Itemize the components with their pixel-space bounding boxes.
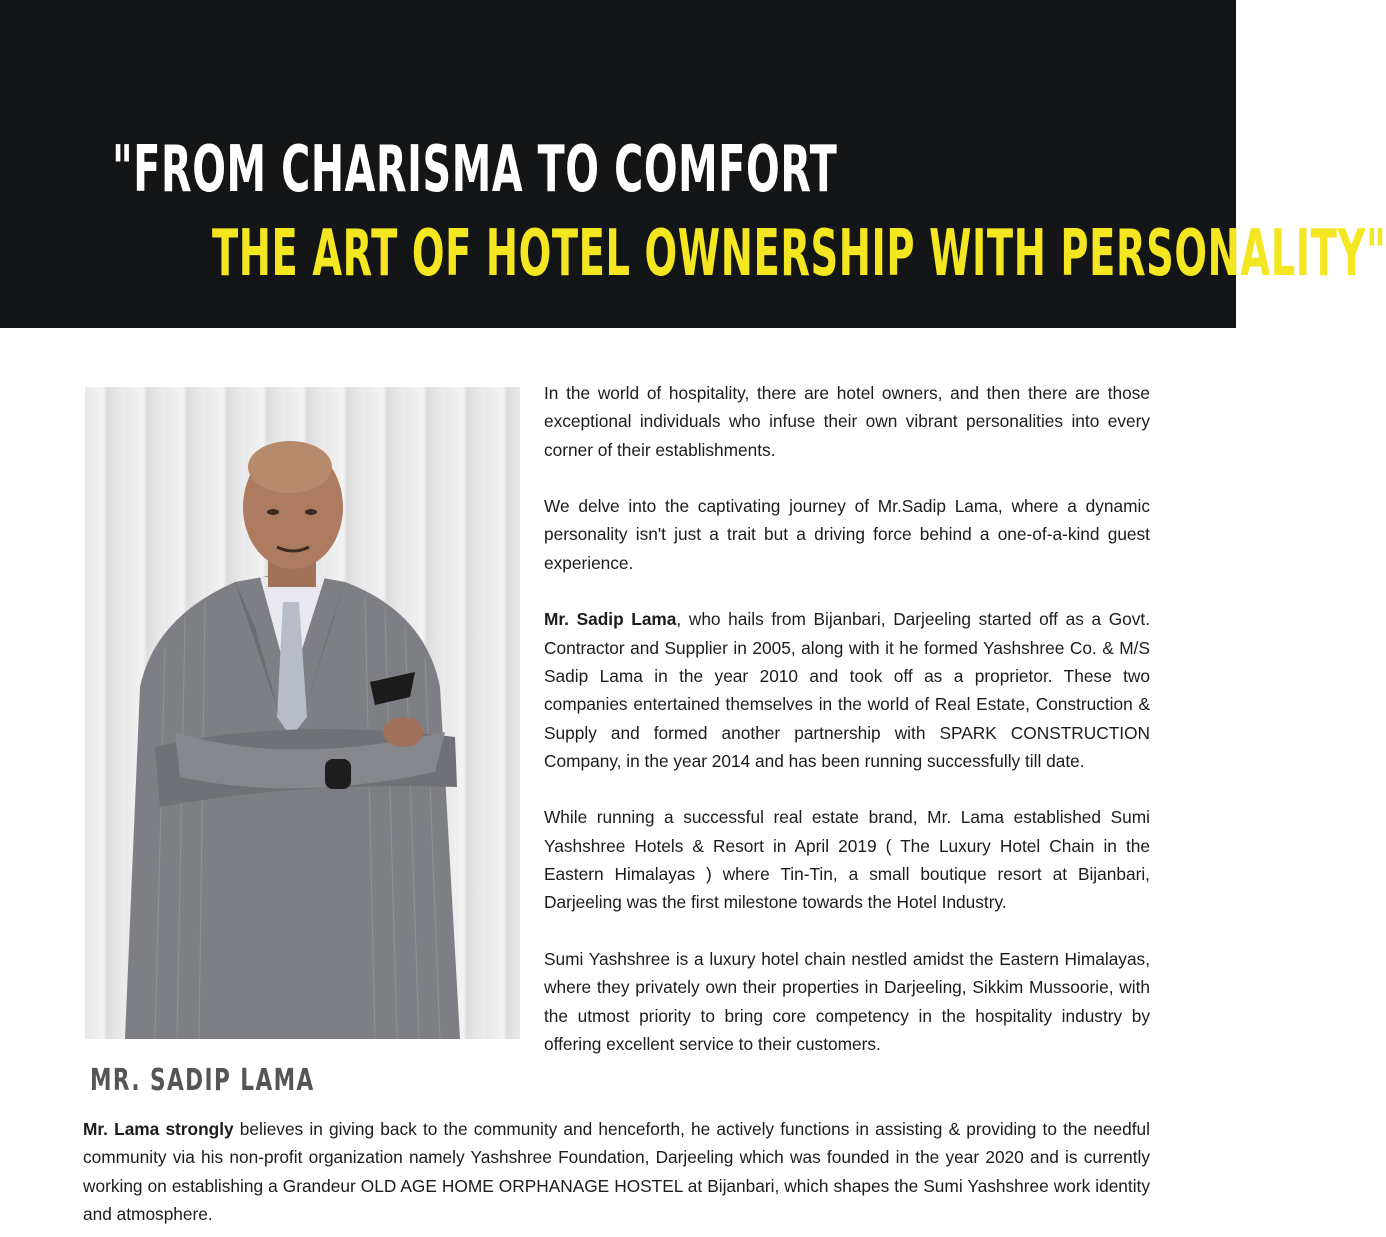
article-paragraph-5: Sumi Yashshree is a luxury hotel chain nestled amidst the Eastern Himalayas, where they privately own their properties in Darjeeling, Sikkim Mussoorie, with the utmost priority to bring core competency in the hospitality industry by offering excellent service to their customers. [544, 948, 1150, 1054]
headline-line-2: THE ART OF HOTEL OWNERSHIP WITH PERSONALITY" [212, 217, 1386, 291]
article-paragraph-2: We delve into the captivating journey of Mr.Sadip Lama, where a dynamic personality isn't just a trait but a driving force behind a one-of-a-kind guest experience. [544, 496, 1150, 573]
article-body [544, 379, 1150, 1086]
portrait-photo [85, 387, 520, 1039]
photo-caption: MR. SADIP LAMA [90, 1063, 315, 1098]
article-paragraph-3-text: , who hails from Bijanbari, Darjeeling started off as a Govt. Contractor and Supplier in 2005, along with it he formed Yashshree Co. & M/S Sadip Lama in the year 2010 and took off as a proprietor. These two companies entertained themselves in the world of Real Estate, Construction & Supply and formed another partnership with SPARK CONSTRUCTION Company, in the year 2014 and has been running successfully till date. [544, 609, 1151, 771]
footer-paragraph-text: believes in giving back to the community and henceforth, he actively functions in assisting & providing to the needful community via his non-profit organization namely Yashshree Foundation, Darjeeling which was founded in the year 2020 and is currently working on establishing a Grandeur OLD AGE HOME ORPHANAGE HOSTEL at Bijanbari, which shapes the Sumi Yashshree work identity and atmosphere. [83, 1119, 1151, 1224]
portrait-illustration [85, 387, 520, 1039]
article-paragraph-3 [544, 605, 1150, 775]
header-banner [0, 0, 1386, 328]
article-paragraph-4: While running a successful real estate brand, Mr. Lama established Sumi Yashshree Hotels & Resort in April 2019 ( The Luxury Hotel Chain in the Eastern Himalayas ) where Tin-Tin, a small boutique resort at Bijanbari, Darjeeling was the first milestone towards the Hotel Industry. [544, 807, 1150, 913]
article-paragraph-1: In the world of hospitality, there are hotel owners, and then there are those exceptional individuals who infuse their own vibrant personalities into every corner of their establishments. [544, 383, 1150, 460]
headline-line-1: "FROM CHARISMA TO COMFORT [112, 133, 838, 207]
article-paragraph-3-bold: Mr. Sadip Lama [544, 609, 677, 630]
footer-paragraph [83, 1115, 1150, 1228]
footer-paragraph-bold: Mr. Lama strongly [83, 1119, 234, 1139]
